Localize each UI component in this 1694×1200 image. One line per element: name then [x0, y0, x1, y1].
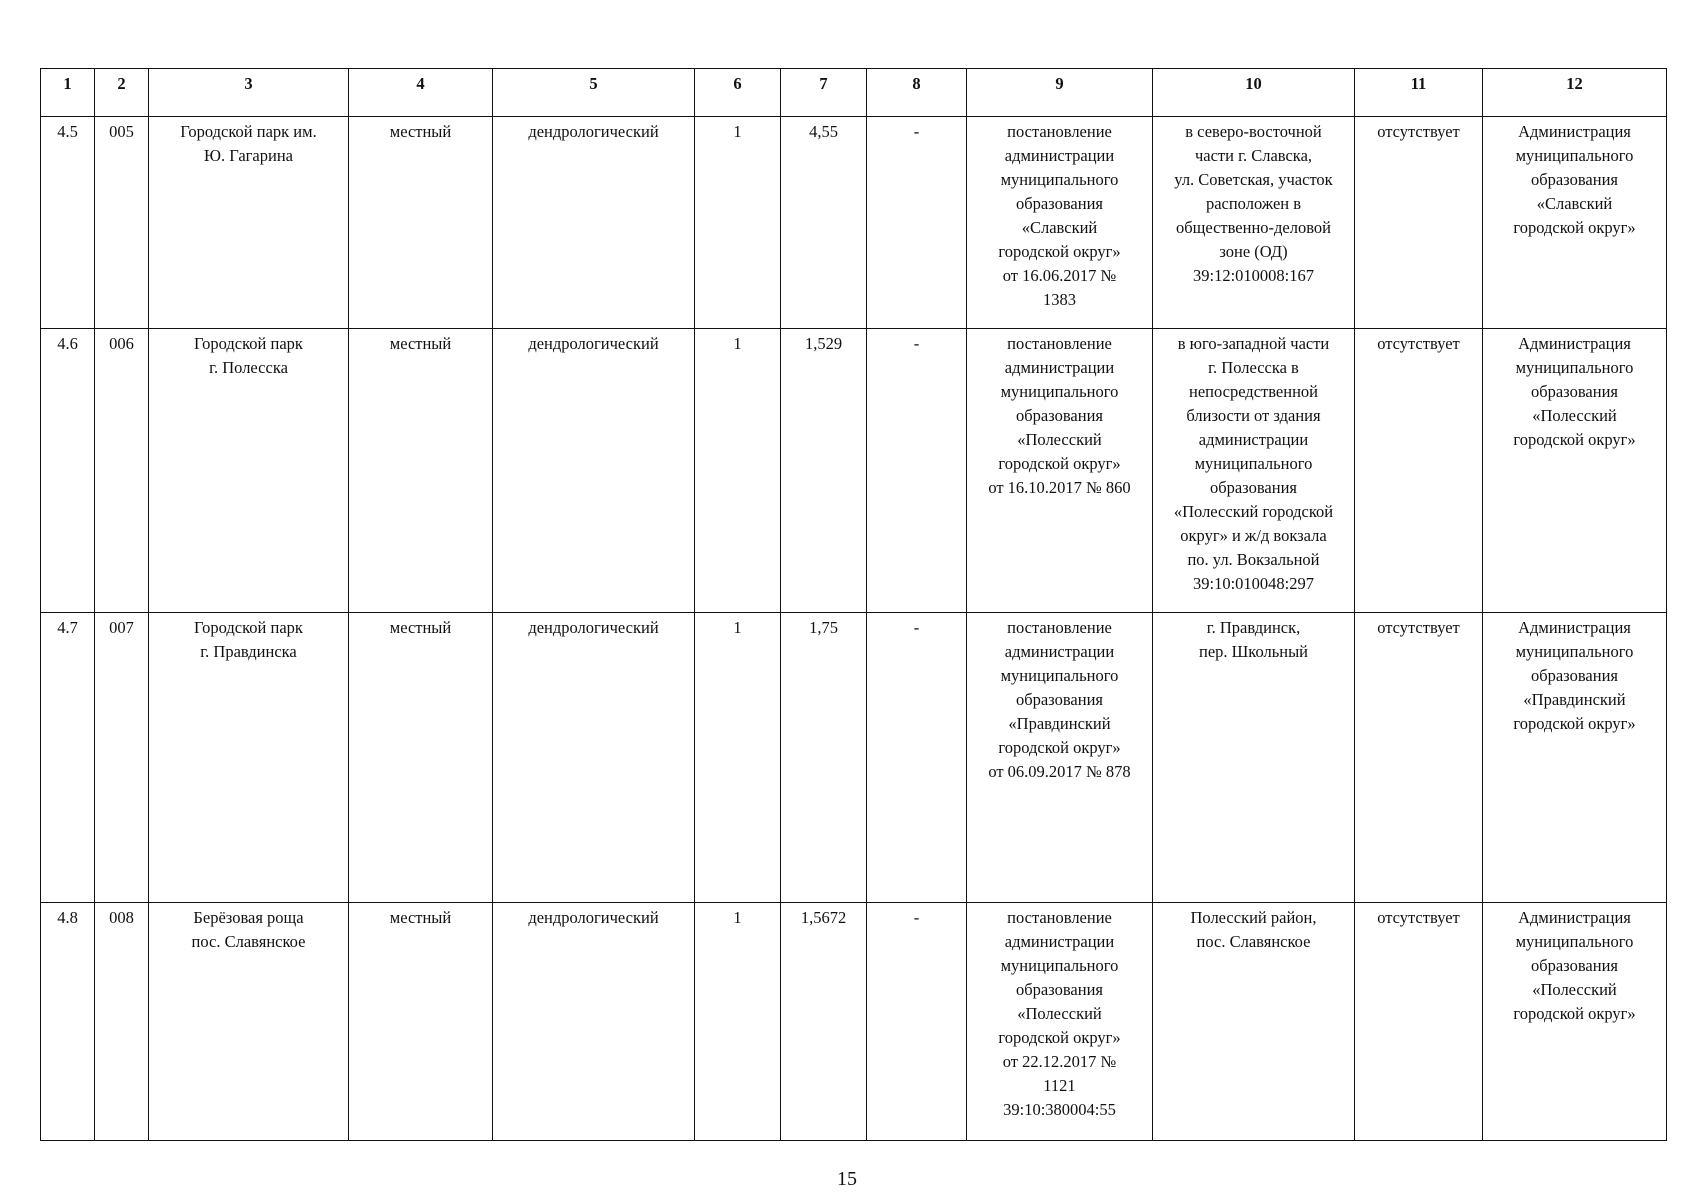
column-header: 4 — [349, 69, 493, 117]
table-row — [41, 329, 1667, 613]
location-cell: в юго-западной части г. Полесска в непосредственной близости от здания администрации муниципального образования «Полесский городской округ» и ж/д вокзала по. ул. Вокзальной 39:10:010048:297 — [1153, 329, 1355, 613]
significance-cell: местный — [349, 613, 493, 903]
column-header: 6 — [695, 69, 781, 117]
col11-cell: отсутствует — [1355, 117, 1483, 329]
area-cell: 1,75 — [781, 613, 867, 903]
authority-cell: Администрация муниципального образования «Полесский городской округ» — [1483, 329, 1667, 613]
area-cell: 4,55 — [781, 117, 867, 329]
authority-cell: Администрация муниципального образования «Правдинский городской округ» — [1483, 613, 1667, 903]
profile-cell: дендрологический — [493, 117, 695, 329]
row-number-cell: 4.5 — [41, 117, 95, 329]
location-cell: в северо-восточной части г. Славска, ул. Советская, участок расположен в общественно-деловой зоне (ОД) 39:12:010008:167 — [1153, 117, 1355, 329]
decree-cell: постановление администрации муниципального образования «Полесский городской округ» от 16.10.2017 № 860 — [967, 329, 1153, 613]
count-cell: 1 — [695, 117, 781, 329]
authority-cell: Администрация муниципального образования «Славский городской округ» — [1483, 117, 1667, 329]
column-header: 3 — [149, 69, 349, 117]
code-cell: 005 — [95, 117, 149, 329]
code-cell: 006 — [95, 329, 149, 613]
count-cell: 1 — [695, 903, 781, 1141]
authority-cell: Администрация муниципального образования «Полесский городской округ» — [1483, 903, 1667, 1141]
page-number: 15 — [837, 1168, 857, 1190]
code-cell: 008 — [95, 903, 149, 1141]
column-header: 7 — [781, 69, 867, 117]
significance-cell: местный — [349, 117, 493, 329]
name-cell: Городской парк г. Правдинска — [149, 613, 349, 903]
count-cell: 1 — [695, 613, 781, 903]
column-header: 5 — [493, 69, 695, 117]
row-number-cell: 4.8 — [41, 903, 95, 1141]
column-header: 9 — [967, 69, 1153, 117]
name-cell: Берёзовая роща пос. Славянское — [149, 903, 349, 1141]
col11-cell: отсутствует — [1355, 329, 1483, 613]
register-table — [40, 68, 1667, 1141]
column-header: 11 — [1355, 69, 1483, 117]
row-number-cell: 4.7 — [41, 613, 95, 903]
profile-cell: дендрологический — [493, 903, 695, 1141]
area-cell: 1,529 — [781, 329, 867, 613]
profile-cell: дендрологический — [493, 613, 695, 903]
col8-cell: - — [867, 117, 967, 329]
col11-cell: отсутствует — [1355, 613, 1483, 903]
significance-cell: местный — [349, 329, 493, 613]
column-header: 2 — [95, 69, 149, 117]
row-number-cell: 4.6 — [41, 329, 95, 613]
name-cell: Городской парк г. Полесска — [149, 329, 349, 613]
location-cell: г. Правдинск, пер. Школьный — [1153, 613, 1355, 903]
decree-cell: постановление администрации муниципального образования «Правдинский городской округ» от 06.09.2017 № 878 — [967, 613, 1153, 903]
location-cell: Полесский район, пос. Славянское — [1153, 903, 1355, 1141]
col11-cell: отсутствует — [1355, 903, 1483, 1141]
column-header: 1 — [41, 69, 95, 117]
decree-cell: постановление администрации муниципального образования «Славский городской округ» от 16.06.2017 № 1383 — [967, 117, 1153, 329]
count-cell: 1 — [695, 329, 781, 613]
table-row — [41, 117, 1667, 329]
profile-cell: дендрологический — [493, 329, 695, 613]
code-cell: 007 — [95, 613, 149, 903]
decree-cell: постановление администрации муниципального образования «Полесский городской округ» от 22.12.2017 № 1121 39:10:380004:55 — [967, 903, 1153, 1141]
col8-cell: - — [867, 329, 967, 613]
column-header: 10 — [1153, 69, 1355, 117]
col8-cell: - — [867, 903, 967, 1141]
name-cell: Городской парк им. Ю. Гагарина — [149, 117, 349, 329]
table-row — [41, 613, 1667, 903]
col8-cell: - — [867, 613, 967, 903]
header-row — [41, 69, 1667, 117]
area-cell: 1,5672 — [781, 903, 867, 1141]
column-header: 8 — [867, 69, 967, 117]
column-header: 12 — [1483, 69, 1667, 117]
table-row — [41, 903, 1667, 1141]
significance-cell: местный — [349, 903, 493, 1141]
